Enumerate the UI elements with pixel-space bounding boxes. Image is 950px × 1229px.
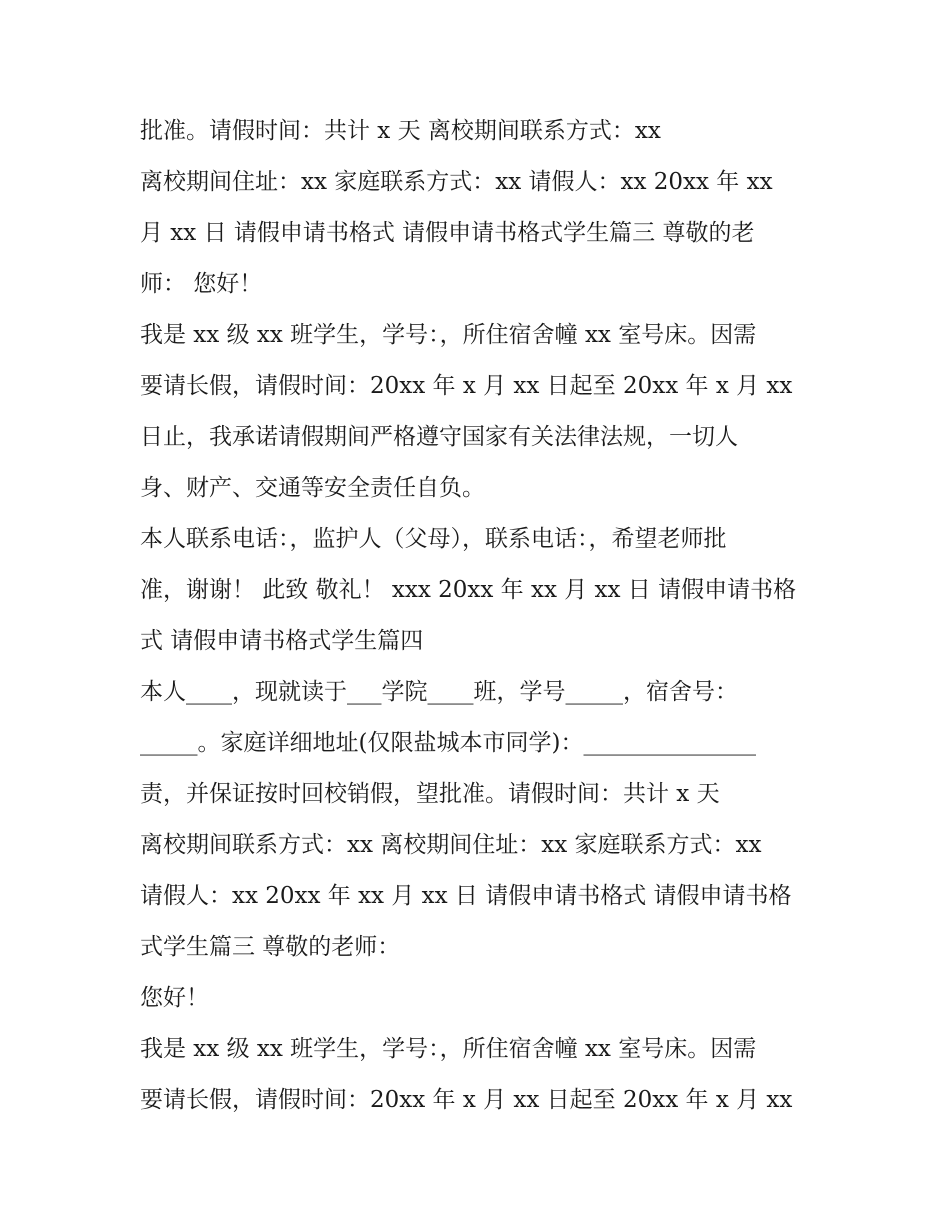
text-line: 要请长假，请假时间：20xx 年 x 月 xx 日起至 20xx 年 x 月 xx (140, 1087, 793, 1113)
text-line: 准，谢谢！ 此致 敬礼！ xxx 20xx 年 xx 月 xx 日 请假申请书格 (140, 577, 797, 603)
text-line: 师： 您好！ (140, 271, 263, 297)
text-line: 式学生篇三 尊敬的老师： (140, 934, 401, 960)
text-line: 身、财产、交通等安全责任自负。 (140, 475, 485, 501)
text-line: 您好！ (140, 985, 209, 1011)
text-line: 批准。请假时间：共计 x 天 离校期间联系方式：xx (140, 118, 661, 144)
text-line: 请假人：xx 20xx 年 xx 月 xx 日 请假申请书格式 请假申请书格 (140, 883, 792, 909)
text-line: 要请长假，请假时间：20xx 年 x 月 xx 日起至 20xx 年 x 月 xx (140, 373, 793, 399)
text-line: _____。家庭详细地址(仅限盐城本市同学)：_______________ (140, 730, 756, 756)
text-line: 本人联系电话：，监护人（父母），联系电话：，希望老师批 (140, 526, 727, 552)
text-line: 我是 xx 级 xx 班学生，学号：，所住宿舍幢 xx 室号床。因需 (140, 322, 757, 348)
text-line: 月 xx 日 请假申请书格式 请假申请书格式学生篇三 尊敬的老 (140, 220, 755, 246)
text-line: 责，并保证按时回校销假，望批准。请假时间：共计 x 天 (140, 781, 720, 807)
text-line: 日止，我承诺请假期间严格遵守国家有关法律法规，一切人 (140, 424, 738, 450)
text-line: 我是 xx 级 xx 班学生，学号：，所住宿舍幢 xx 室号床。因需 (140, 1036, 757, 1062)
text-line: 本人____，现就读于___学院____班，学号_____，宿舍号： (140, 679, 738, 705)
document-body (140, 106, 820, 1126)
text-line: 式 请假申请书格式学生篇四 (140, 628, 424, 654)
text-line: 离校期间住址：xx 家庭联系方式：xx 请假人：xx 20xx 年 xx (140, 169, 773, 195)
text-line: 离校期间联系方式：xx 离校期间住址：xx 家庭联系方式：xx (140, 832, 762, 858)
